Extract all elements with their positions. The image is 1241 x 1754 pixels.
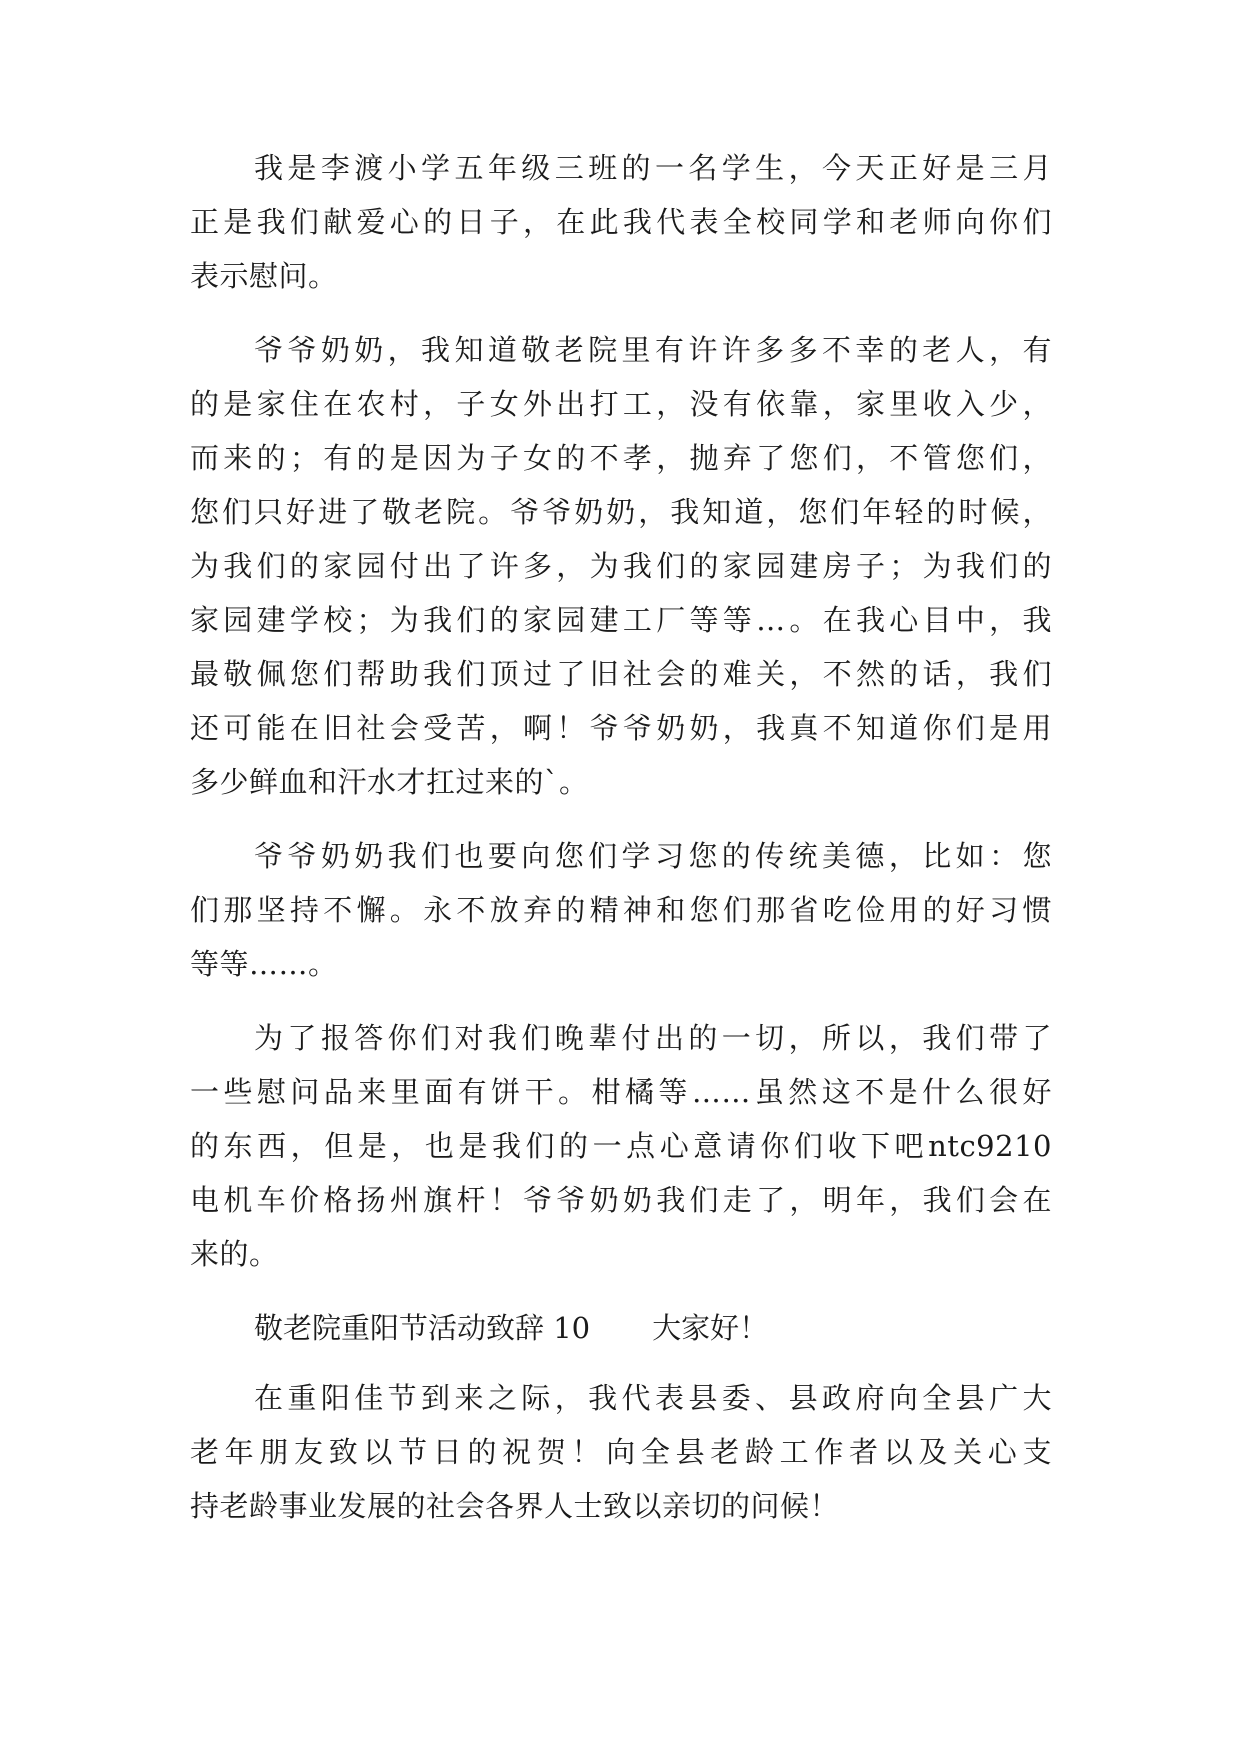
paragraph-3-line-1: 爷爷奶奶我们也要向您们学习您的传统美德，比如：您 xyxy=(254,839,1052,873)
section-heading-title: 敬老院重阳节活动致辞 10 xyxy=(254,1311,591,1345)
paragraph-4-line-5: 来的。 xyxy=(190,1237,279,1271)
closing-paragraph-line-3: 持老龄事业发展的社会各界人士致以亲切的问候！ xyxy=(190,1489,840,1523)
paragraph-2-line-7: 最敬佩您们帮助我们顶过了旧社会的难关，不然的话，我们 xyxy=(190,657,1052,691)
paragraph-4-line-4: 电机车价格扬州旗杆！爷爷奶奶我们走了，明年，我们会在 xyxy=(190,1183,1052,1217)
paragraph-2-line-3: 而来的；有的是因为子女的不孝，抛弃了您们，不管您们， xyxy=(190,441,1052,475)
closing-paragraph-line-2: 老年朋友致以节日的祝贺！向全县老龄工作者以及关心支 xyxy=(190,1435,1052,1469)
paragraph-2-line-9: 多少鲜血和汗水才扛过来的`。 xyxy=(190,765,589,799)
paragraph-2-line-8: 还可能在旧社会受苦，啊！爷爷奶奶，我真不知道你们是用 xyxy=(190,711,1052,745)
paragraph-1-line-3: 表示慰问。 xyxy=(190,259,338,293)
paragraph-2-line-2: 的是家住在农村，子女外出打工，没有依靠，家里收入少， xyxy=(190,387,1052,421)
paragraph-3-line-3: 等等……。 xyxy=(190,947,338,981)
paragraph-4-line-2: 一些慰问品来里面有饼干。柑橘等……虽然这不是什么很好 xyxy=(190,1075,1052,1109)
paragraph-4-line-1: 为了报答你们对我们晚辈付出的一切，所以，我们带了 xyxy=(254,1021,1052,1055)
paragraph-1-line-1: 我是李渡小学五年级三班的一名学生，今天正好是三月 xyxy=(254,151,1052,185)
paragraph-2-line-1: 爷爷奶奶，我知道敬老院里有许许多多不幸的老人，有 xyxy=(254,333,1052,367)
paragraph-3-line-2: 们那坚持不懈。永不放弃的精神和您们那省吃俭用的好习惯 xyxy=(190,893,1052,927)
section-heading-greeting: 大家好！ xyxy=(652,1311,769,1345)
closing-paragraph-line-1: 在重阳佳节到来之际，我代表县委、县政府向全县广大 xyxy=(254,1381,1052,1415)
paragraph-4-line-3: 的东西，但是，也是我们的一点心意请你们收下吧ntc9210 xyxy=(190,1129,1052,1163)
paragraph-1-line-2: 正是我们献爱心的日子，在此我代表全校同学和老师向你们 xyxy=(190,205,1052,239)
paragraph-2-line-4: 您们只好进了敬老院。爷爷奶奶，我知道，您们年轻的时候， xyxy=(190,495,1052,529)
paragraph-2-line-5: 为我们的家园付出了许多，为我们的家园建房子；为我们的 xyxy=(190,549,1052,583)
paragraph-2-line-6: 家园建学校；为我们的家园建工厂等等…。在我心目中，我 xyxy=(190,603,1052,637)
section-heading xyxy=(254,1308,768,1348)
